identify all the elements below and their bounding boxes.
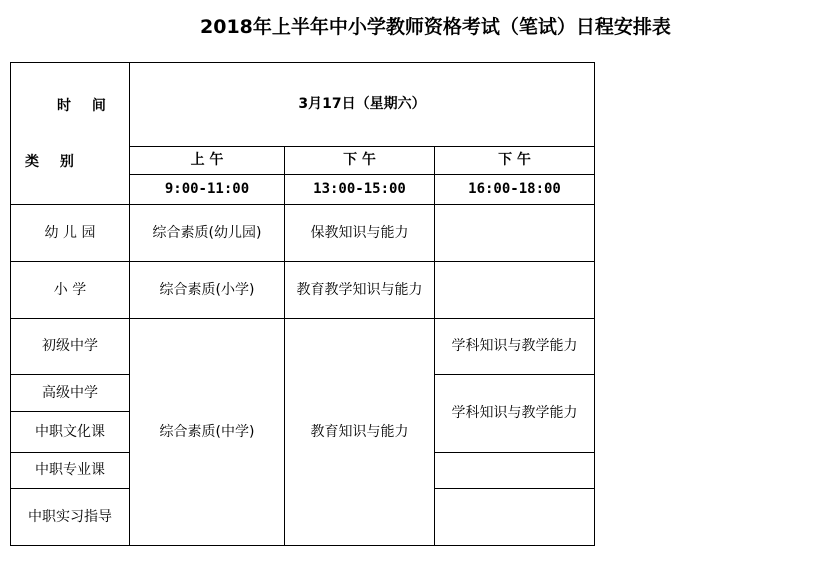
- header-corner-cell: [11, 63, 130, 205]
- session-time-morning: 9:00-11:00: [130, 175, 285, 205]
- subject-secondary-s2: 教育知识与能力: [285, 319, 435, 546]
- category-kindergarten: 幼 儿 园: [11, 205, 130, 262]
- category-vocational-major: 中职专业课: [11, 453, 130, 489]
- session-label-afternoon-2: [435, 147, 595, 175]
- category-vocational-practice: 中职实习指导: [11, 489, 130, 546]
- subject-senior-s3: 学科知识与教学能力: [435, 375, 595, 453]
- session-label-text: 下 午: [498, 152, 531, 168]
- category-header-label: 类 别: [25, 154, 82, 170]
- subject-primary-s3: [435, 262, 595, 319]
- session-label-morning: [130, 147, 285, 175]
- schedule-table: [10, 62, 595, 546]
- session-label-text: 上 午: [190, 152, 224, 168]
- page-title: 2018年上半年中小学教师资格考试（笔试）日程安排表: [200, 16, 671, 38]
- subject-kindergarten-s3: [435, 205, 595, 262]
- subject-secondary-s1: 综合素质(中学): [130, 319, 285, 546]
- subject-vocational-practice-s3: [435, 489, 595, 546]
- session-time-afternoon-2: 16:00-18:00: [435, 175, 595, 205]
- subject-kindergarten-s2: 保教知识与能力: [285, 205, 435, 262]
- category-junior-middle: 初级中学: [11, 319, 130, 375]
- subject-primary-s1: 综合素质(小学): [130, 262, 285, 319]
- time-header-label: 时 间: [57, 98, 114, 114]
- session-label-text: 下 午: [343, 152, 376, 168]
- category-vocational-culture: 中职文化课: [11, 412, 130, 453]
- subject-primary-s2: 教育教学知识与能力: [285, 262, 435, 319]
- session-time-afternoon-1: 13:00-15:00: [285, 175, 435, 205]
- exam-date: 3月17日（星期六）: [130, 63, 595, 147]
- session-label-afternoon-1: [285, 147, 435, 175]
- category-primary: 小 学: [11, 262, 130, 319]
- subject-kindergarten-s1: 综合素质(幼儿园): [130, 205, 285, 262]
- subject-junior-s3: 学科知识与教学能力: [435, 319, 595, 375]
- category-senior-middle: 高级中学: [11, 375, 130, 412]
- subject-vocational-major-s3: [435, 453, 595, 489]
